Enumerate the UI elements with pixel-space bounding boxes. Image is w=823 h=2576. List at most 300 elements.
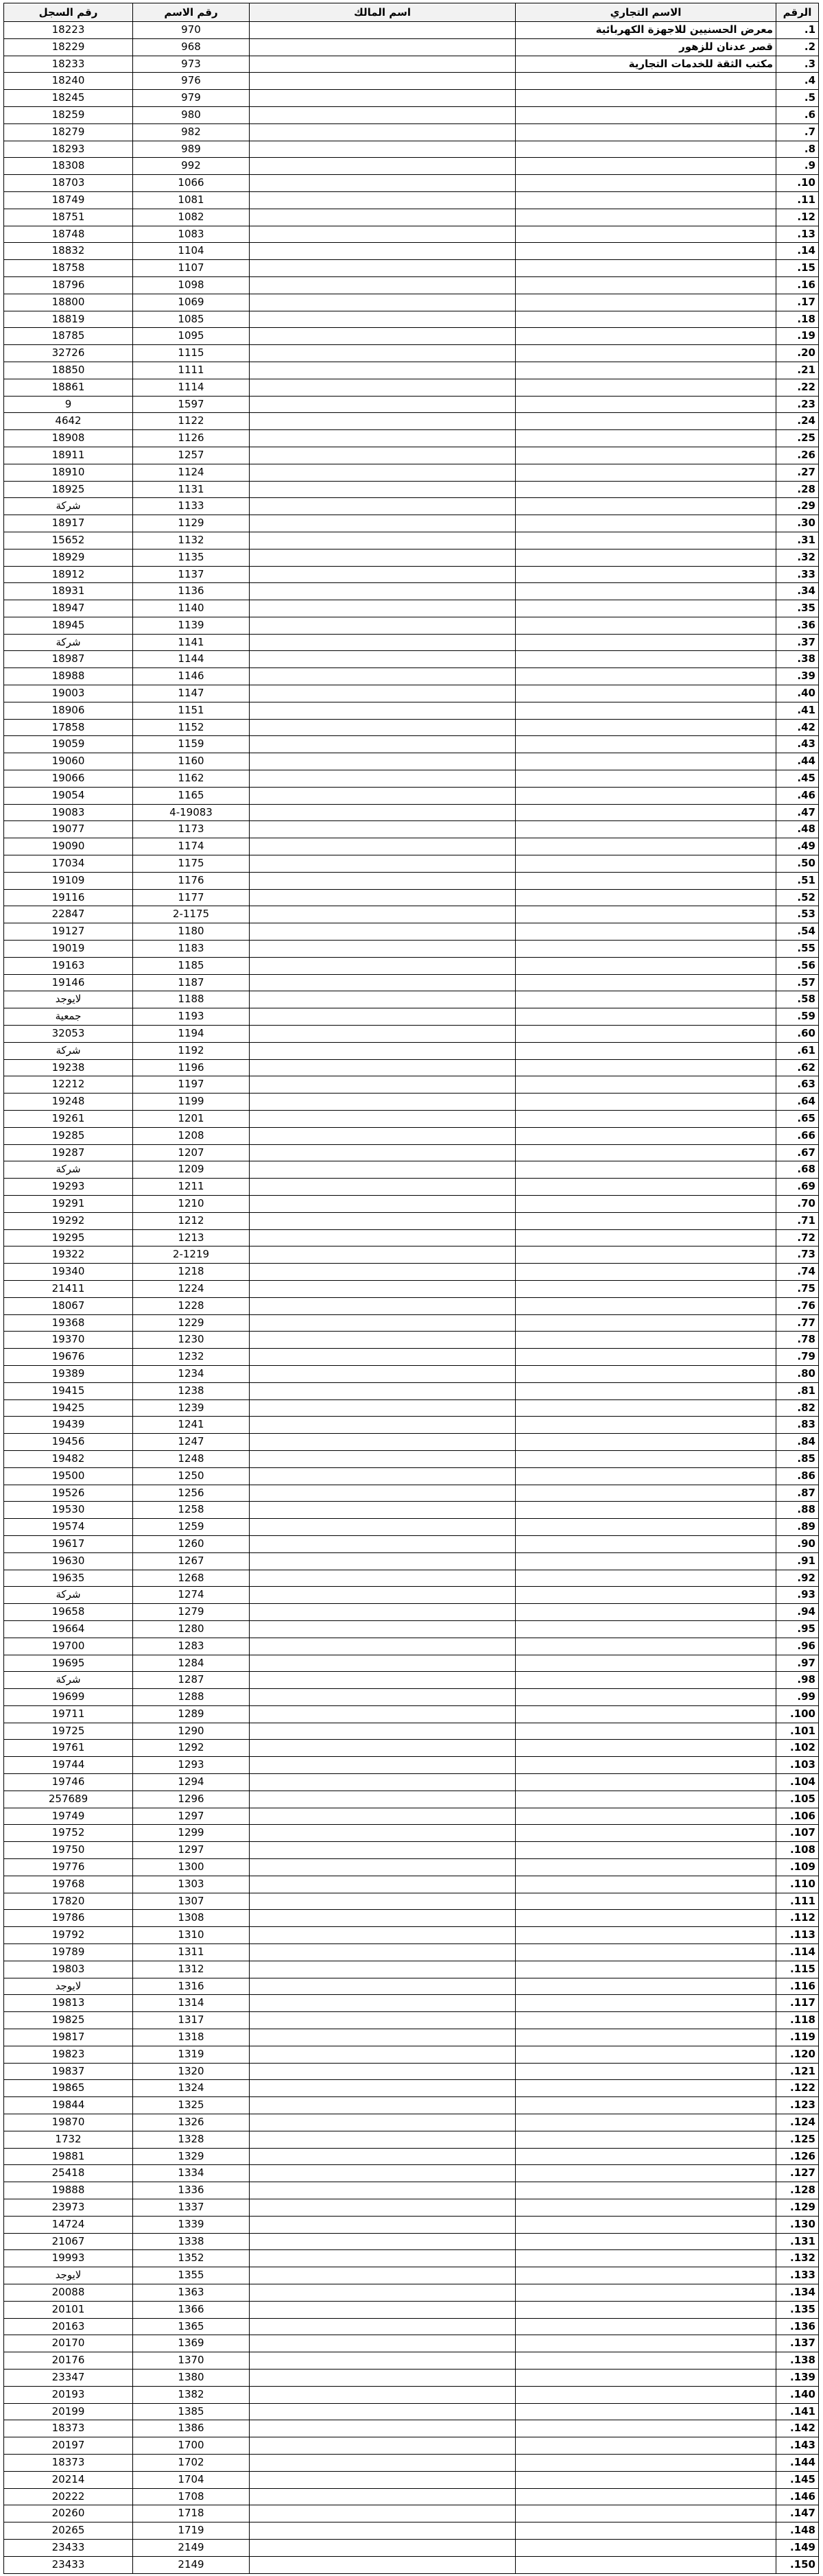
owner-name: [250, 1740, 516, 1757]
commercial-name: [516, 787, 776, 804]
record-number: 15652: [4, 532, 133, 549]
owner-name: [250, 702, 516, 719]
row-number: 126.: [776, 2148, 819, 2165]
table-row: [4, 1791, 819, 1808]
commercial-name: [516, 1246, 776, 1264]
row-number: 33.: [776, 566, 819, 583]
name-number: 1320: [133, 2063, 250, 2080]
table-row: [4, 1961, 819, 1978]
commercial-name: [516, 413, 776, 430]
commercial-name: [516, 2505, 776, 2522]
record-number: 20265: [4, 2522, 133, 2540]
name-number: 2149: [133, 2539, 250, 2556]
table-row: [4, 1008, 819, 1026]
commercial-name: [516, 1485, 776, 1502]
table-row: [4, 90, 819, 107]
owner-name: [250, 1467, 516, 1485]
table-row: [4, 906, 819, 923]
commercial-name: [516, 1620, 776, 1638]
table-row: [4, 1094, 819, 1111]
table-row: [4, 38, 819, 56]
table-row: [4, 447, 819, 464]
row-number: 51.: [776, 872, 819, 889]
owner-name: [250, 1910, 516, 1927]
commercial-name: [516, 1280, 776, 1297]
registry-table: [3, 3, 819, 2574]
commercial-name: [516, 1740, 776, 1757]
owner-name: [250, 1842, 516, 1859]
commercial-name: [516, 872, 776, 889]
table-row: [4, 1229, 819, 1246]
owner-name: [250, 1332, 516, 1349]
commercial-name: [516, 1111, 776, 1128]
record-number: 19695: [4, 1655, 133, 1672]
record-number: 18947: [4, 600, 133, 617]
commercial-name: [516, 2352, 776, 2370]
record-number: 19090: [4, 838, 133, 855]
row-number: 139.: [776, 2369, 819, 2386]
header-commercial-name: الاسم التجاري: [516, 3, 776, 22]
name-number: 1310: [133, 1927, 250, 1944]
record-number: 20088: [4, 2284, 133, 2301]
owner-name: [250, 1689, 516, 1706]
table-row: [4, 2216, 819, 2233]
record-number: 19500: [4, 1467, 133, 1485]
record-number: 19163: [4, 957, 133, 974]
table-row: [4, 1893, 819, 1910]
record-number: 19077: [4, 821, 133, 838]
row-number: 120.: [776, 2046, 819, 2063]
row-number: 127.: [776, 2165, 819, 2182]
commercial-name: [516, 889, 776, 906]
header-number: الرقم: [776, 3, 819, 22]
row-number: 107.: [776, 1825, 819, 1842]
record-number: 23347: [4, 2369, 133, 2386]
owner-name: [250, 2012, 516, 2029]
name-number: 1339: [133, 2216, 250, 2233]
record-number: 18785: [4, 328, 133, 345]
table-row: [4, 2148, 819, 2165]
record-number: لايوجد: [4, 1978, 133, 1995]
row-number: 96.: [776, 1638, 819, 1655]
name-number: 968: [133, 38, 250, 56]
record-number: لايوجد: [4, 991, 133, 1008]
commercial-name: [516, 668, 776, 685]
row-number: 68.: [776, 1161, 819, 1179]
record-number: 19146: [4, 974, 133, 991]
commercial-name: [516, 1179, 776, 1196]
record-number: 20170: [4, 2335, 133, 2352]
name-number: 1183: [133, 941, 250, 958]
commercial-name: [516, 2369, 776, 2386]
commercial-name: مكتب الثقة للخدمات التجارية: [516, 56, 776, 73]
record-number: 19803: [4, 1961, 133, 1978]
table-row: [4, 260, 819, 277]
commercial-name: [516, 1519, 776, 1536]
owner-name: [250, 294, 516, 311]
row-number: 62.: [776, 1059, 819, 1076]
table-row: [4, 770, 819, 788]
commercial-name: قصر عدنان للزهور: [516, 38, 776, 56]
record-number: 19711: [4, 1705, 133, 1723]
record-number: 19368: [4, 1314, 133, 1332]
owner-name: [250, 328, 516, 345]
owner-name: [250, 2284, 516, 2301]
owner-name: [250, 1399, 516, 1417]
table-row: [4, 2403, 819, 2420]
commercial-name: [516, 430, 776, 447]
row-number: 119.: [776, 2029, 819, 2046]
name-number: 1702: [133, 2454, 250, 2471]
table-row: [4, 1723, 819, 1740]
table-row: [4, 1927, 819, 1944]
owner-name: [250, 1042, 516, 1059]
name-number: 1162: [133, 770, 250, 788]
row-number: 118.: [776, 2012, 819, 2029]
row-number: 8.: [776, 141, 819, 158]
table-row: [4, 2233, 819, 2250]
owner-name: [250, 1944, 516, 1961]
owner-name: [250, 226, 516, 243]
owner-name: [250, 2046, 516, 2063]
table-row: [4, 515, 819, 532]
name-number: 1147: [133, 685, 250, 702]
owner-name: [250, 2114, 516, 2131]
row-number: 4.: [776, 73, 819, 90]
owner-name: [250, 379, 516, 396]
name-number: 1165: [133, 787, 250, 804]
commercial-name: [516, 2233, 776, 2250]
record-number: 19248: [4, 1094, 133, 1111]
name-number: 1274: [133, 1587, 250, 1604]
record-number: 18245: [4, 90, 133, 107]
commercial-name: [516, 1808, 776, 1825]
row-number: 100.: [776, 1705, 819, 1723]
name-number: 2149: [133, 2556, 250, 2573]
name-number: 1287: [133, 1672, 250, 1689]
row-number: 26.: [776, 447, 819, 464]
row-number: 144.: [776, 2454, 819, 2471]
record-number: 19699: [4, 1689, 133, 1706]
row-number: 106.: [776, 1808, 819, 1825]
name-number: 992: [133, 158, 250, 175]
commercial-name: [516, 498, 776, 515]
owner-name: [250, 600, 516, 617]
commercial-name: [516, 1332, 776, 1349]
commercial-name: [516, 1314, 776, 1332]
owner-name: [250, 532, 516, 549]
commercial-name: [516, 804, 776, 821]
owner-name: [250, 583, 516, 600]
row-number: 101.: [776, 1723, 819, 1740]
commercial-name: [516, 702, 776, 719]
name-number: 1160: [133, 753, 250, 770]
commercial-name: [516, 2284, 776, 2301]
row-number: 124.: [776, 2114, 819, 2131]
record-number: 18911: [4, 447, 133, 464]
commercial-name: [516, 549, 776, 566]
owner-name: [250, 991, 516, 1008]
table-row: [4, 141, 819, 158]
commercial-name: [516, 1229, 776, 1246]
commercial-name: [516, 906, 776, 923]
table-row: [4, 191, 819, 209]
name-number: 1229: [133, 1314, 250, 1332]
table-row: [4, 941, 819, 958]
record-number: 32053: [4, 1026, 133, 1043]
owner-name: [250, 1076, 516, 1094]
record-number: 18751: [4, 209, 133, 226]
commercial-name: [516, 1212, 776, 1229]
row-number: 20.: [776, 345, 819, 362]
record-number: 19823: [4, 2046, 133, 2063]
commercial-name: [516, 2216, 776, 2233]
name-number: 1136: [133, 583, 250, 600]
name-number: 1308: [133, 1910, 250, 1927]
commercial-name: [516, 1161, 776, 1179]
commercial-name: [516, 1672, 776, 1689]
table-row: [4, 1349, 819, 1366]
table-row: [4, 2522, 819, 2540]
owner-name: [250, 2369, 516, 2386]
record-number: 18931: [4, 583, 133, 600]
owner-name: [250, 770, 516, 788]
commercial-name: [516, 1723, 776, 1740]
commercial-name: [516, 923, 776, 941]
row-number: 122.: [776, 2080, 819, 2097]
name-number: 1107: [133, 260, 250, 277]
name-number: 1197: [133, 1076, 250, 1094]
record-number: 19109: [4, 872, 133, 889]
record-number: 18373: [4, 2454, 133, 2471]
header-name-number: رقم الاسم: [133, 3, 250, 22]
commercial-name: [516, 753, 776, 770]
owner-name: [250, 2250, 516, 2267]
record-number: 19888: [4, 2182, 133, 2199]
row-number: 93.: [776, 1587, 819, 1604]
owner-name: [250, 1757, 516, 1774]
commercial-name: [516, 379, 776, 396]
commercial-name: [516, 2080, 776, 2097]
row-number: 36.: [776, 617, 819, 634]
table-row: [4, 617, 819, 634]
table-row: [4, 2063, 819, 2080]
owner-name: [250, 2420, 516, 2437]
table-row: [4, 719, 819, 736]
table-row: [4, 1467, 819, 1485]
row-number: 115.: [776, 1961, 819, 1978]
commercial-name: [516, 651, 776, 668]
name-number: 1257: [133, 447, 250, 464]
commercial-name: [516, 1570, 776, 1587]
row-number: 63.: [776, 1076, 819, 1094]
owner-name: [250, 2148, 516, 2165]
commercial-name: [516, 226, 776, 243]
name-number: 1352: [133, 2250, 250, 2267]
table-row: [4, 2386, 819, 2403]
owner-name: [250, 191, 516, 209]
commercial-name: معرض الحسنيين للاجهزة الكهربائية: [516, 22, 776, 39]
record-number: 19322: [4, 1246, 133, 1264]
table-row: [4, 2182, 819, 2199]
commercial-name: [516, 2250, 776, 2267]
row-number: 40.: [776, 685, 819, 702]
row-number: 82.: [776, 1399, 819, 1417]
name-number: 1718: [133, 2505, 250, 2522]
name-number: 1294: [133, 1774, 250, 1791]
row-number: 18.: [776, 311, 819, 328]
table-row: [4, 872, 819, 889]
name-number: 1247: [133, 1434, 250, 1451]
owner-name: [250, 1723, 516, 1740]
row-number: 59.: [776, 1008, 819, 1026]
commercial-name: [516, 991, 776, 1008]
record-number: 19700: [4, 1638, 133, 1655]
table-row: [4, 2505, 819, 2522]
commercial-name: [516, 276, 776, 294]
record-number: 19750: [4, 1842, 133, 1859]
owner-name: [250, 1502, 516, 1519]
commercial-name: [516, 191, 776, 209]
name-number: 1192: [133, 1042, 250, 1059]
record-number: 19287: [4, 1144, 133, 1161]
row-number: 35.: [776, 600, 819, 617]
table-row: [4, 1042, 819, 1059]
table-row: [4, 1604, 819, 1621]
record-number: 23433: [4, 2539, 133, 2556]
row-number: 50.: [776, 855, 819, 873]
name-number: 1239: [133, 1399, 250, 1417]
table-row: [4, 1417, 819, 1434]
row-number: 23.: [776, 396, 819, 413]
table-row: [4, 2131, 819, 2148]
record-number: 19370: [4, 1332, 133, 1349]
commercial-name: [516, 2454, 776, 2471]
record-number: شركة: [4, 1161, 133, 1179]
table-row: [4, 2420, 819, 2437]
table-row: [4, 1059, 819, 1076]
record-number: 19744: [4, 1757, 133, 1774]
table-row: [4, 1552, 819, 1570]
record-number: 18240: [4, 73, 133, 90]
owner-name: [250, 1808, 516, 1825]
row-number: 125.: [776, 2131, 819, 2148]
record-number: 19635: [4, 1570, 133, 1587]
row-number: 123.: [776, 2097, 819, 2114]
commercial-name: [516, 515, 776, 532]
commercial-name: [516, 1587, 776, 1604]
owner-name: [250, 941, 516, 958]
name-number: 1708: [133, 2488, 250, 2505]
owner-name: [250, 1535, 516, 1552]
table-row: [4, 2539, 819, 2556]
commercial-name: [516, 2403, 776, 2420]
record-number: 19825: [4, 2012, 133, 2029]
commercial-name: [516, 2097, 776, 2114]
name-number: 1194: [133, 1026, 250, 1043]
owner-name: [250, 2471, 516, 2488]
row-number: 64.: [776, 1094, 819, 1111]
commercial-name: [516, 2301, 776, 2318]
owner-name: [250, 1094, 516, 1111]
name-number: 1299: [133, 1825, 250, 1842]
owner-name: [250, 2199, 516, 2217]
record-number: 19059: [4, 736, 133, 753]
record-number: 19792: [4, 1927, 133, 1944]
name-number: 1185: [133, 957, 250, 974]
commercial-name: [516, 770, 776, 788]
commercial-name: [516, 1042, 776, 1059]
record-number: 20260: [4, 2505, 133, 2522]
row-number: 39.: [776, 668, 819, 685]
commercial-name: [516, 396, 776, 413]
table-row: [4, 1179, 819, 1196]
commercial-name: [516, 141, 776, 158]
row-number: 16.: [776, 276, 819, 294]
name-number: 1290: [133, 1723, 250, 1740]
name-number: 1597: [133, 396, 250, 413]
commercial-name: [516, 634, 776, 651]
owner-name: [250, 1774, 516, 1791]
row-number: 71.: [776, 1212, 819, 1229]
record-number: 20176: [4, 2352, 133, 2370]
owner-name: [250, 73, 516, 90]
row-number: 74.: [776, 1264, 819, 1281]
row-number: 75.: [776, 1280, 819, 1297]
table-row: [4, 1689, 819, 1706]
name-number: 1144: [133, 651, 250, 668]
name-number: 1129: [133, 515, 250, 532]
table-row: [4, 651, 819, 668]
name-number: 1293: [133, 1757, 250, 1774]
row-number: 97.: [776, 1655, 819, 1672]
table-row: [4, 1399, 819, 1417]
owner-name: [250, 38, 516, 56]
commercial-name: [516, 2148, 776, 2165]
name-number: 1280: [133, 1620, 250, 1638]
name-number: 1137: [133, 566, 250, 583]
table-row: [4, 1638, 819, 1655]
row-number: 143.: [776, 2437, 819, 2455]
table-header: [4, 3, 819, 22]
record-number: 19844: [4, 2097, 133, 2114]
table-row: [4, 787, 819, 804]
commercial-name: [516, 838, 776, 855]
owner-name: [250, 685, 516, 702]
row-number: 34.: [776, 583, 819, 600]
row-number: 6.: [776, 106, 819, 123]
name-number: 4-19083: [133, 804, 250, 821]
row-number: 31.: [776, 532, 819, 549]
row-number: 61.: [776, 1042, 819, 1059]
row-number: 22.: [776, 379, 819, 396]
name-number: 1288: [133, 1689, 250, 1706]
row-number: 29.: [776, 498, 819, 515]
name-number: 1386: [133, 2420, 250, 2437]
table-row: [4, 1944, 819, 1961]
owner-name: [250, 1961, 516, 1978]
owner-name: [250, 872, 516, 889]
row-number: 65.: [776, 1111, 819, 1128]
owner-name: [250, 2165, 516, 2182]
record-number: 19116: [4, 889, 133, 906]
commercial-name: [516, 481, 776, 498]
name-number: 1209: [133, 1161, 250, 1179]
row-number: 117.: [776, 1995, 819, 2012]
commercial-name: [516, 1842, 776, 1859]
record-number: 4642: [4, 413, 133, 430]
table-row: [4, 294, 819, 311]
